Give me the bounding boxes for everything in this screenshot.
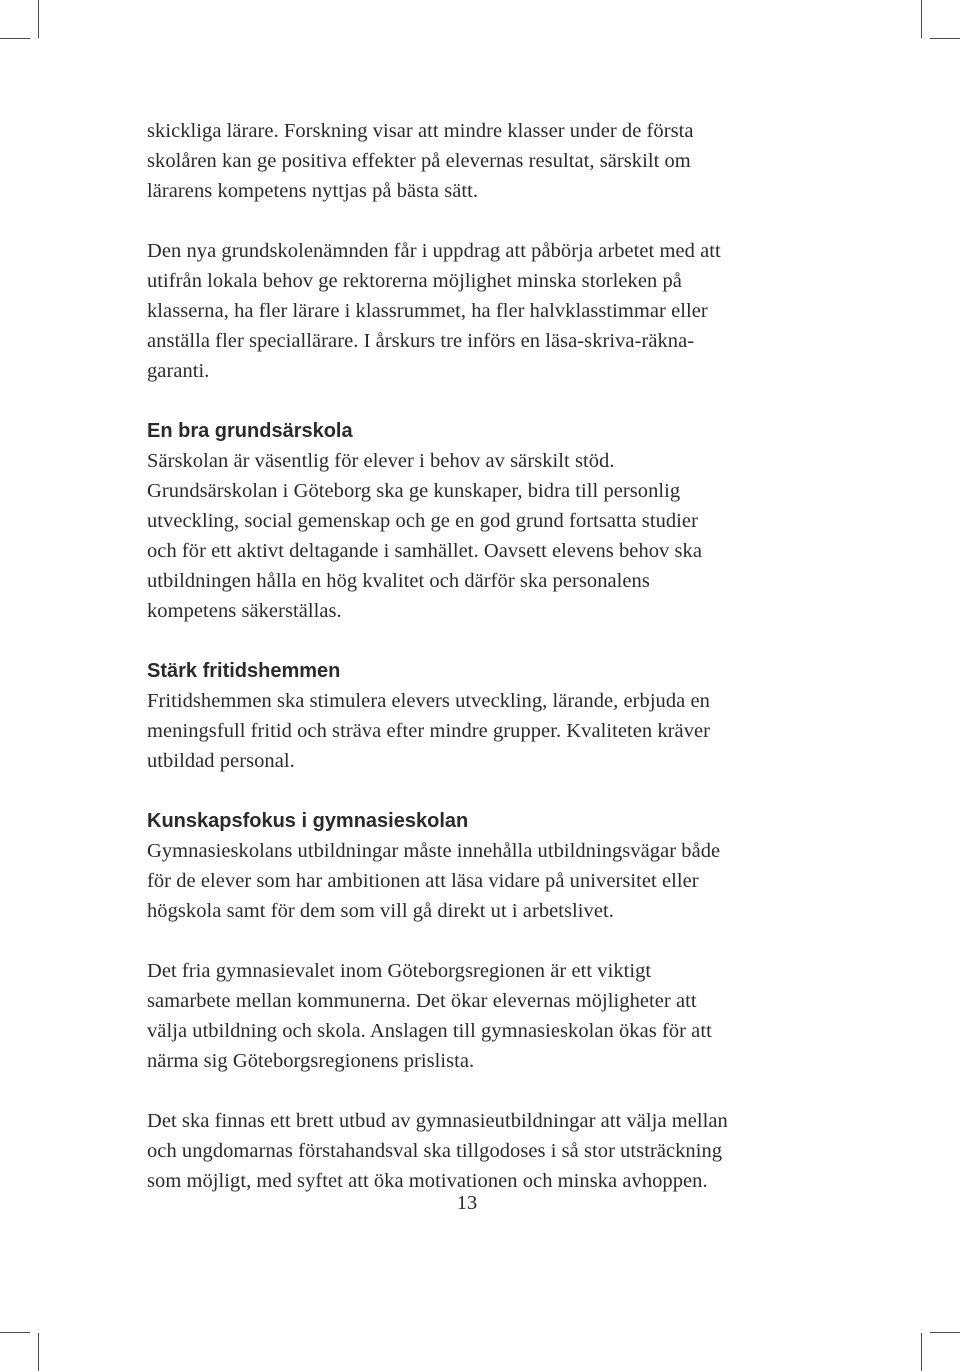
text-line: Gymnasieskolans utbildningar måste innehålla utbildningsvägar både xyxy=(147,840,721,862)
crop-mark-bottom-left-h xyxy=(0,1332,30,1333)
gymnasievalet-paragraph xyxy=(147,956,827,1076)
grundsarskola-section xyxy=(147,416,827,626)
gymnasieskola-section xyxy=(147,806,827,926)
text-line: klasserna, ha fler lärare i klassrummet, ha fler halvklasstimmar eller xyxy=(147,300,708,322)
text-line: och ungdomarnas förstahandsval ska tillgodoses i så stor utsträckning xyxy=(147,1140,723,1162)
crop-mark-bottom-right xyxy=(921,1333,922,1371)
text-line: Det fria gymnasievalet inom Göteborgsregionen är ett viktigt xyxy=(147,960,652,982)
text-line: utbildad personal. xyxy=(147,750,295,772)
text-line: välja utbildning och skola. Anslagen till gymnasieskolan ökas för att xyxy=(147,1020,712,1042)
crop-mark-top-right-h xyxy=(930,38,960,39)
text-line: närma sig Göteborgsregionens prislista. xyxy=(147,1050,475,1072)
text-line: Fritidshemmen ska stimulera elevers utveckling, lärande, erbjuda en xyxy=(147,690,710,712)
crop-mark-top-left xyxy=(38,0,39,38)
section-heading: Stärk fritidshemmen xyxy=(147,660,341,682)
text-line: anställa fler speciallärare. I årskurs tre införs en läsa-skriva-räkna- xyxy=(147,330,695,352)
text-line: skolåren kan ge positiva effekter på elevernas resultat, särskilt om xyxy=(147,150,691,172)
intro-paragraph xyxy=(147,116,827,206)
text-line: samarbete mellan kommunerna. Det ökar elevernas möjligheter att xyxy=(147,990,697,1012)
text-line: Särskolan är väsentlig för elever i behov av särskilt stöd. xyxy=(147,450,615,472)
crop-mark-bottom-right-h xyxy=(930,1332,960,1333)
section-heading: Kunskapsfokus i gymnasieskolan xyxy=(147,810,469,832)
text-line: meningsfull fritid och sträva efter mindre grupper. Kvaliteten kräver xyxy=(147,720,711,742)
text-line: Det ska finnas ett brett utbud av gymnasieutbildningar att välja mellan xyxy=(147,1110,728,1132)
text-line: utveckling, social gemenskap och ge en god grund fortsatta studier xyxy=(147,510,698,532)
text-line: och för ett aktivt deltagande i samhället. Oavsett elevens behov ska xyxy=(147,540,703,562)
page-number: 13 xyxy=(456,1192,478,1214)
text-line: som möjligt, med syftet att öka motivationen och minska avhoppen. xyxy=(147,1170,708,1192)
grundskola-paragraph xyxy=(147,236,827,386)
crop-mark-top-left-h xyxy=(0,38,30,39)
utbud-paragraph xyxy=(147,1106,827,1196)
crop-mark-top-right xyxy=(921,0,922,38)
text-line: lärarens kompetens nyttjas på bästa sätt. xyxy=(147,180,479,202)
text-line: Den nya grundskolenämnden får i uppdrag att påbörja arbetet med att xyxy=(147,240,721,262)
text-line: för de elever som har ambitionen att läsa vidare på universitet eller xyxy=(147,870,699,892)
text-line: högskola samt för dem som vill gå direkt ut i arbetslivet. xyxy=(147,900,614,922)
text-line: utifrån lokala behov ge rektorerna möjlighet minska storleken på xyxy=(147,270,682,292)
text-line: skickliga lärare. Forskning visar att mindre klasser under de första xyxy=(147,120,694,142)
section-heading: En bra grundsärskola xyxy=(147,420,353,442)
text-line: kompetens säkerställas. xyxy=(147,600,342,622)
text-line: garanti. xyxy=(147,360,210,382)
text-line: Grundsärskolan i Göteborg ska ge kunskaper, bidra till personlig xyxy=(147,480,681,502)
text-line: utbildningen hålla en hög kvalitet och därför ska personalens xyxy=(147,570,650,592)
page-content xyxy=(147,116,827,1226)
crop-mark-bottom-left xyxy=(38,1333,39,1371)
fritidshem-section xyxy=(147,656,827,776)
